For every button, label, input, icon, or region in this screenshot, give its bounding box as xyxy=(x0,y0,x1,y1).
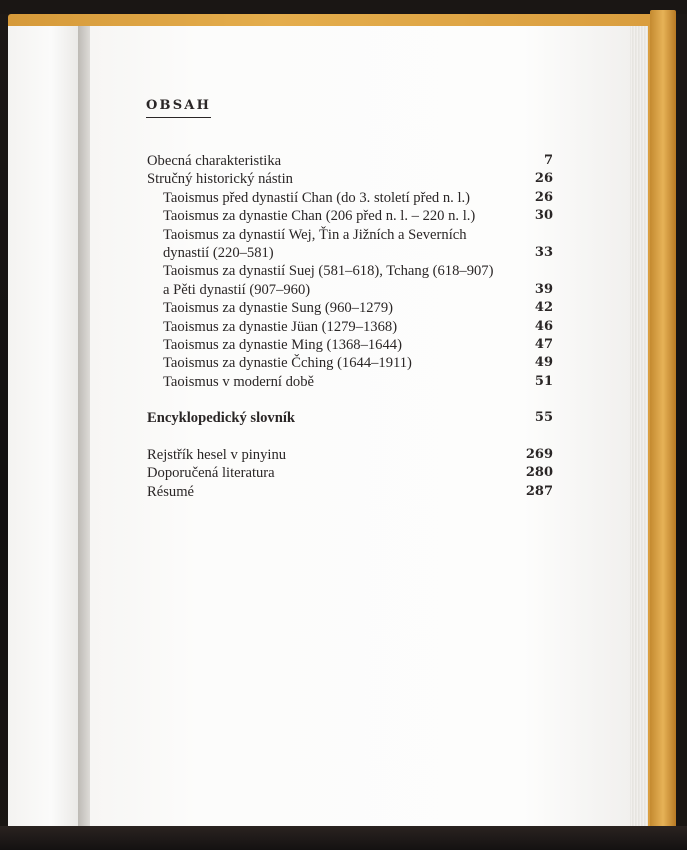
toc-entry-title: Taoismus za dynastie Sung (960–1279) xyxy=(163,300,394,317)
bottom-shadow xyxy=(0,826,687,850)
top-shadow xyxy=(0,0,687,14)
toc-entry-title: Taoismus za dynastie Chan (206 před n. l. – 220 n. l.) xyxy=(163,208,476,225)
toc-subentry xyxy=(147,318,553,336)
toc-entry-title: Encyklopedický slovník xyxy=(147,410,296,427)
toc-entry-title: Taoismus za dynastie Jüan (1279–1368) xyxy=(163,318,398,335)
toc-entry-title: Taoismus za dynastií Suej (581–618), Tchang (618–907) xyxy=(163,263,494,280)
toc-entry-page: 49 xyxy=(534,355,553,371)
toc-entry-page: 7 xyxy=(543,153,553,168)
toc-entry-page: 280 xyxy=(525,465,553,481)
toc-subentry xyxy=(147,373,553,391)
toc-entry-title: Résumé xyxy=(147,483,195,500)
toc-entry-page: 42 xyxy=(534,300,553,316)
toc-entry-page: 26 xyxy=(534,171,553,187)
toc-entry-page: 46 xyxy=(534,318,553,334)
toc-entry-title: Stručný historický nástin xyxy=(147,171,293,188)
toc-subentry xyxy=(147,189,553,207)
toc-subentry xyxy=(147,207,553,225)
toc-entry-title: Obecná charakteristika xyxy=(147,153,282,169)
toc-entry-title: Taoismus před dynastií Chan (do 3. století před n. l.) xyxy=(163,189,471,206)
toc-entry-page: 55 xyxy=(534,410,553,426)
toc-subentry-continued xyxy=(147,244,553,262)
toc-entry-title: Taoismus za dynastie Ming (1368–1644) xyxy=(163,337,402,354)
toc-subentry xyxy=(147,354,553,372)
toc-entry xyxy=(147,446,553,464)
toc-entry-page: 47 xyxy=(534,337,553,353)
toc-entry xyxy=(147,464,553,482)
toc-entry-title: Taoismus v moderní době xyxy=(163,373,314,390)
book-cover-edge xyxy=(650,10,676,840)
toc-subentry xyxy=(147,336,553,354)
toc-entry-page: 51 xyxy=(534,373,553,389)
toc-entry-title-continued: a Pěti dynastií (907–960) xyxy=(163,281,311,298)
toc-entry-title: Taoismus za dynastií Wej, Ťin a Jižních a Severních xyxy=(163,226,467,243)
table-of-contents xyxy=(147,152,553,501)
toc-subentry-continued xyxy=(147,281,553,299)
toc-entry-title: Doporučená literatura xyxy=(147,465,275,482)
toc-subentry xyxy=(147,262,553,280)
toc-entry xyxy=(147,409,553,427)
page-edges xyxy=(630,26,648,826)
section-gap xyxy=(147,391,553,409)
toc-entry-page: 30 xyxy=(534,208,553,224)
toc-entry-title: Rejstřík hesel v pinyinu xyxy=(147,446,287,463)
toc-heading: OBSAH xyxy=(146,98,211,118)
toc-entry-page: 33 xyxy=(534,245,553,261)
left-page xyxy=(8,26,80,826)
toc-entry-page: 39 xyxy=(534,281,553,297)
toc-entry-page: 287 xyxy=(525,483,553,499)
toc-entry xyxy=(147,152,553,170)
toc-entry-title: Taoismus za dynastie Čching (1644–1911) xyxy=(163,355,412,372)
toc-entry-page: 269 xyxy=(525,446,553,462)
toc-entry-title-continued: dynastií (220–581) xyxy=(163,245,274,262)
toc-entry xyxy=(147,170,553,188)
toc-entry-page: 26 xyxy=(534,189,553,205)
toc-subentry xyxy=(147,299,553,317)
section-gap xyxy=(147,428,553,446)
toc-entry xyxy=(147,483,553,501)
toc-subentry xyxy=(147,226,553,244)
